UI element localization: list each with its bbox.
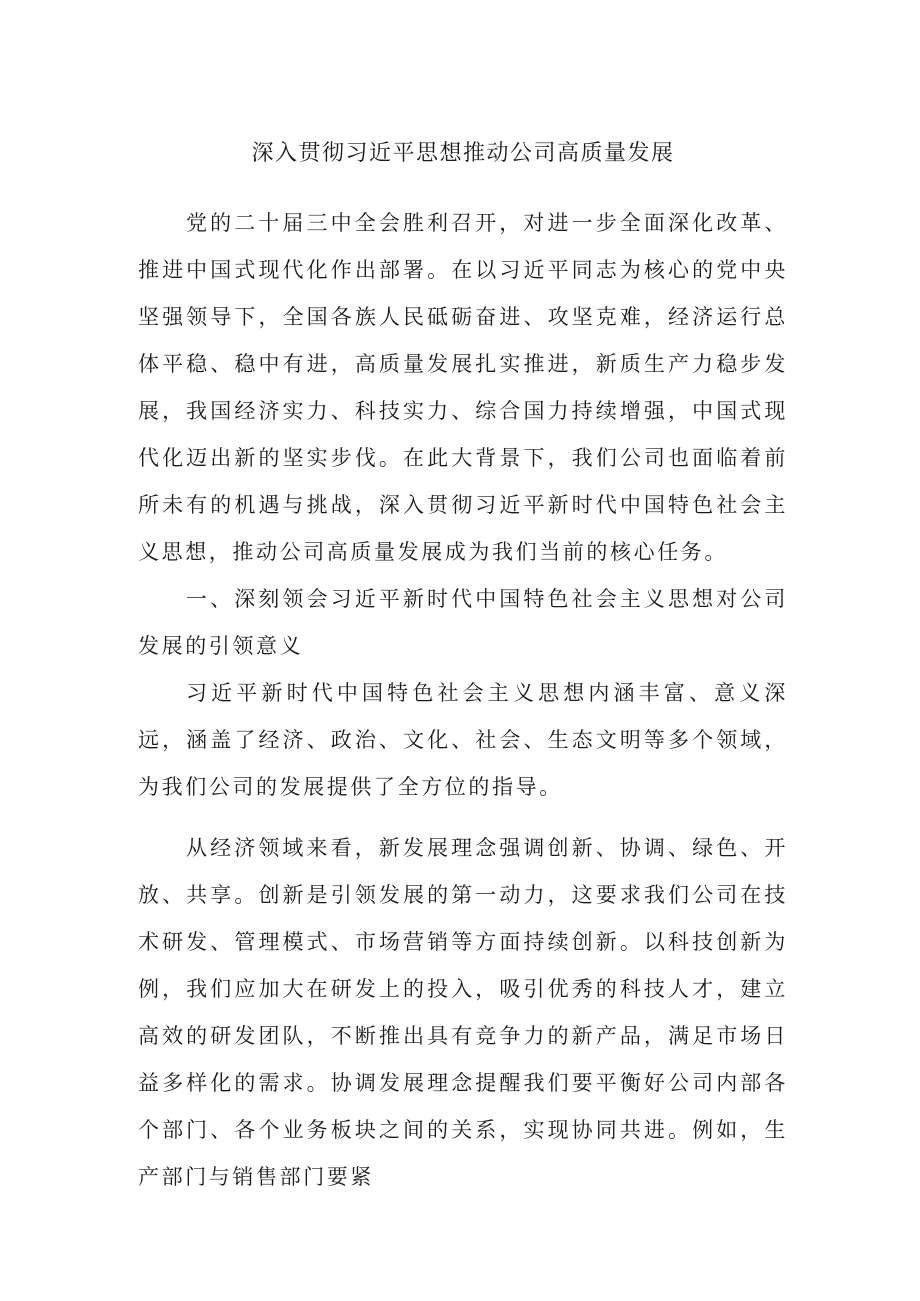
paragraph-economy: 从经济领域来看，新发展理念强调创新、协调、绿色、开放、共享。创新是引领发展的第一动力，这要求我们公司在技术研发、管理模式、市场营销等方面持续创新。以科技创新为例，我们应加大在研发上的投入，吸引优秀的科技人才，建立高效的研发团队，不断推出具有竞争力的新产品，满足市场日益多样化的需求。协调发展理念提醒我们要平衡好公司内部各个部门、各个业务板块之间的关系，实现协同共进。例如，生产部门与销售部门要紧	[138, 836, 788, 1189]
paragraph-intro: 党的二十届三中全会胜利召开，对进一步全面深化改革、推进中国式现代化作出部署。在以习近平同志为核心的党中央坚强领导下，全国各族人民砥砺奋进、攻坚克难，经济运行总体平稳、稳中有进，高质量发展扎实推进，新质生产力稳步发展，我国经济实力、科技实力、综合国力持续增强，中国式现代化迈出新的坚实步伐。在此大背景下，我们公司也面临着前所未有的机遇与挑战，深入贯彻习近平新时代中国特色社会主义思想，推动公司高质量发展成为我们当前的核心任务。	[138, 211, 788, 564]
document-title: 深入贯彻习近平思想推动公司高质量发展	[251, 141, 675, 166]
document-body	[138, 132, 788, 1201]
paragraph-guidance: 习近平新时代中国特色社会主义思想内涵丰富、意义深远，涵盖了经济、政治、文化、社会、生态文明等多个领域，为我们公司的发展提供了全方位的指导。	[138, 681, 788, 799]
section-heading-one: 一、深刻领会习近平新时代中国特色社会主义思想对公司发展的引领意义	[138, 587, 788, 658]
